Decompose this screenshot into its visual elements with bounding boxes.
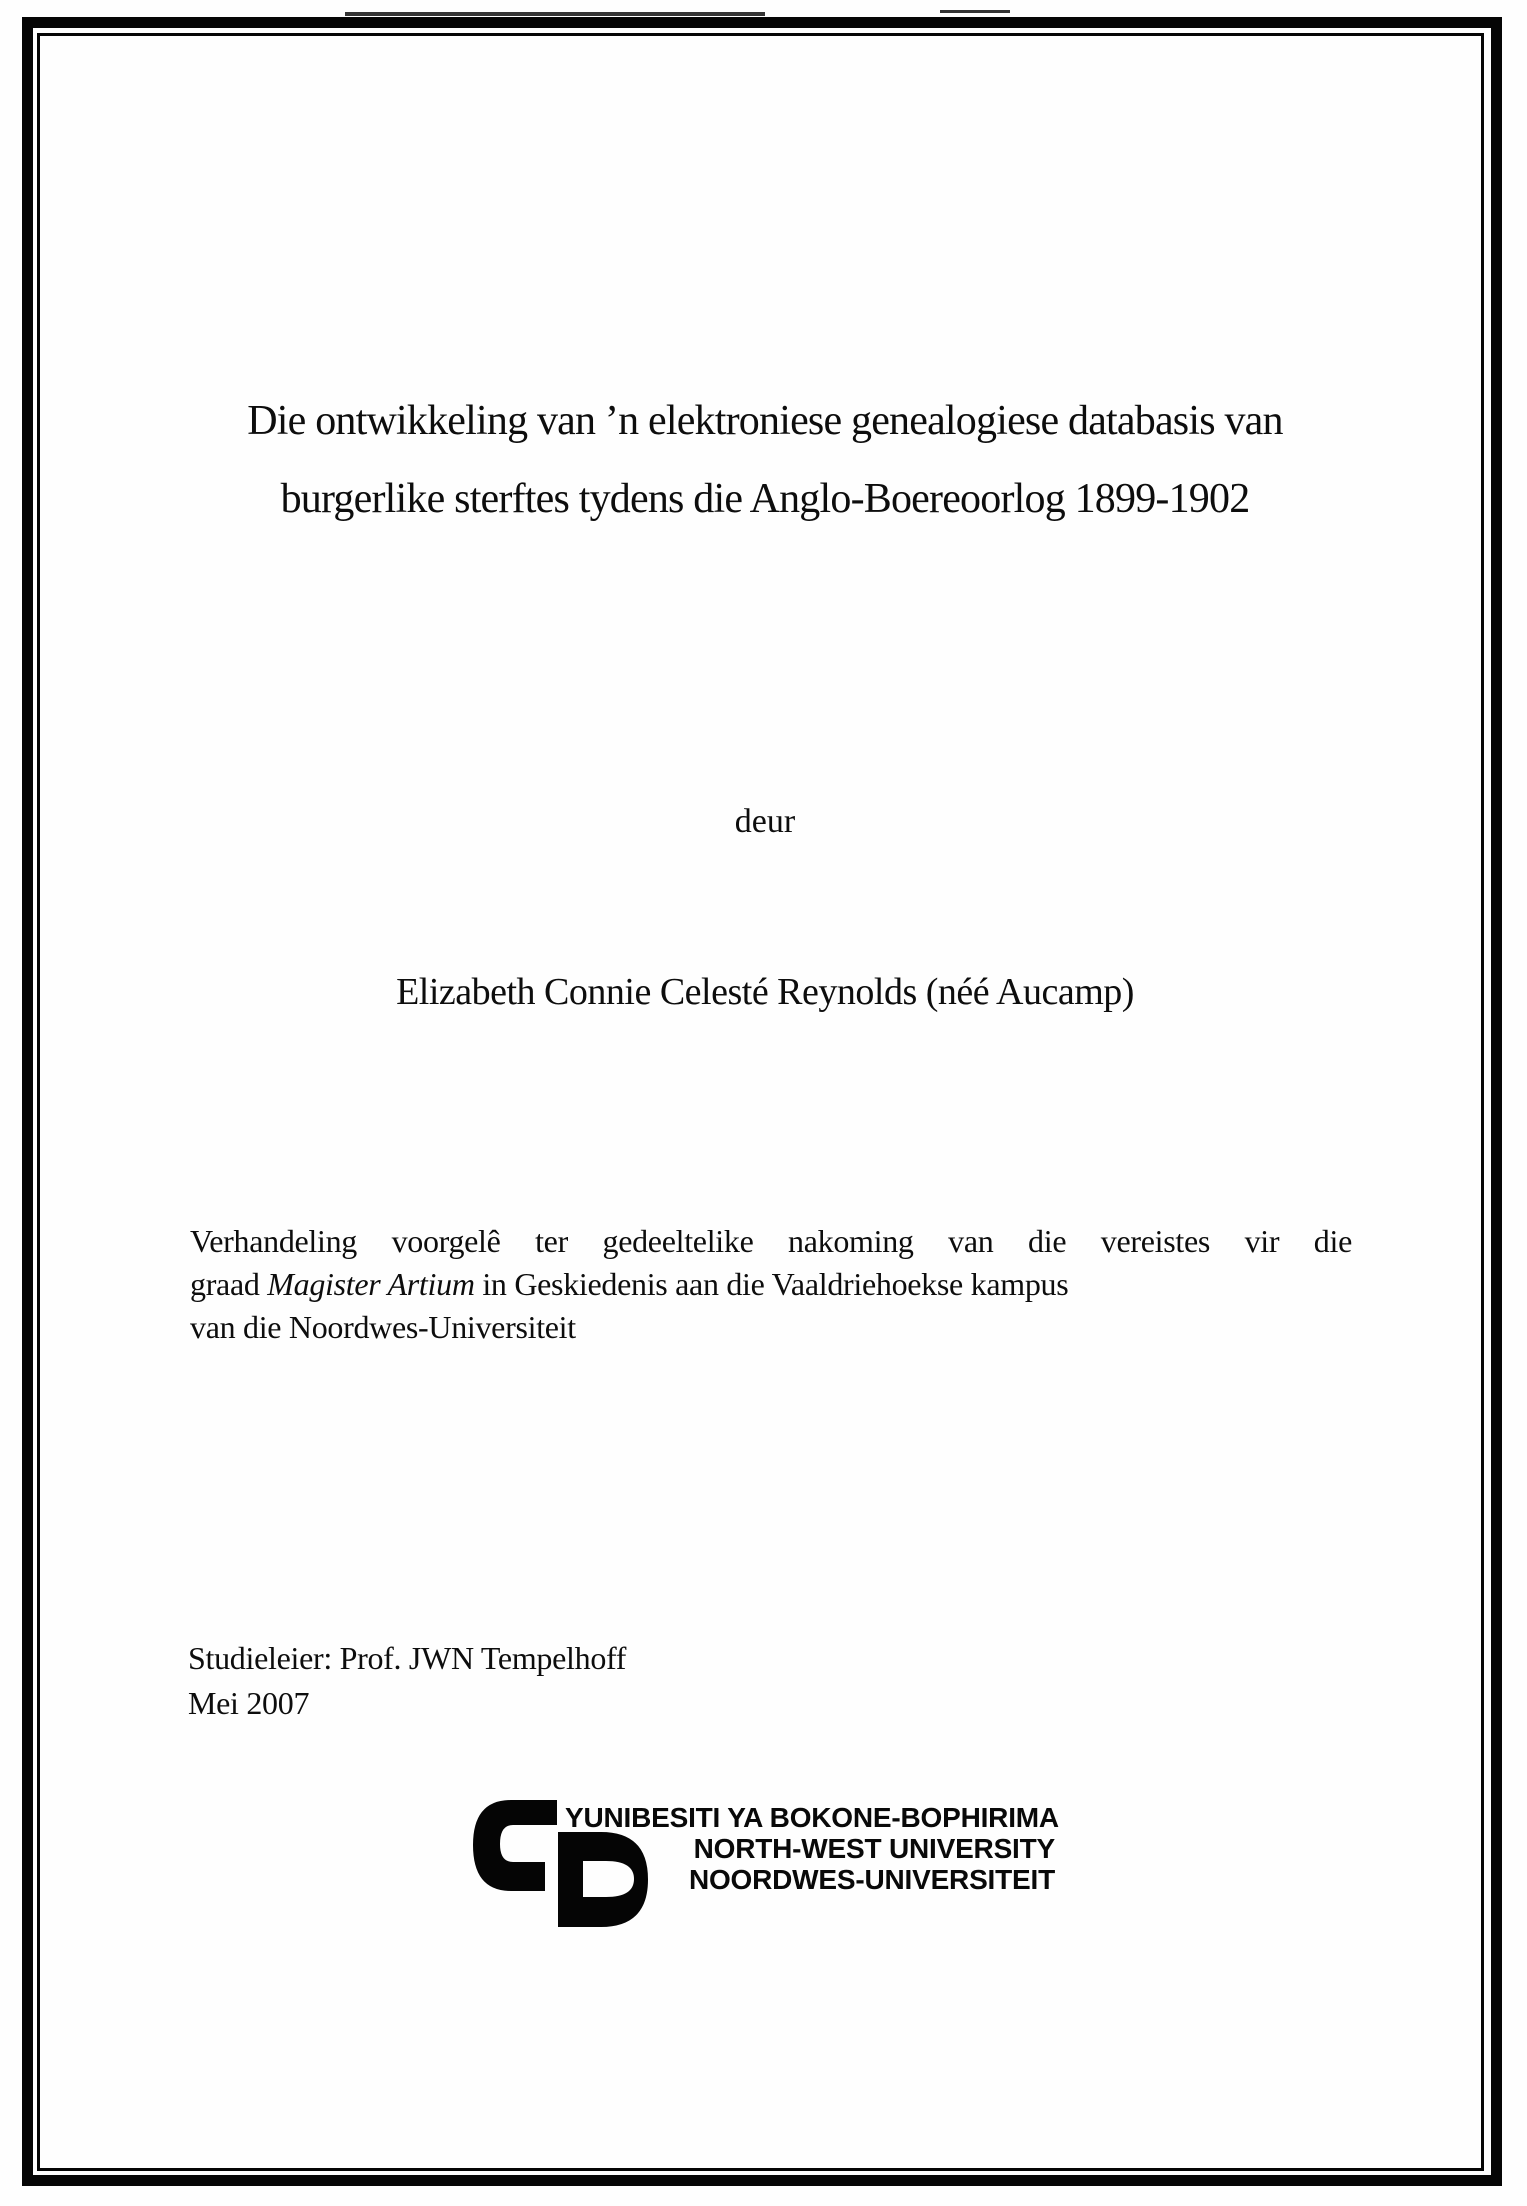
thesis-title-line1: Die ontwikkeling van ’n elektroniese genealogiese databasis van (247, 398, 1283, 444)
scan-artifact (940, 10, 1010, 13)
degree-name-italic: Magister Artium (267, 1266, 475, 1302)
degree-statement-line3: van die Noordwes-Universiteit (190, 1309, 576, 1345)
thesis-title (160, 382, 1370, 538)
university-name-english: NORTH-WEST UNIVERSITY (693, 1833, 1055, 1864)
university-name-block (565, 1802, 1059, 1895)
university-logo (471, 1796, 1071, 1941)
scan-artifact (345, 12, 765, 16)
university-name-afrikaans: NOORDWES-UNIVERSITEIT (688, 1864, 1055, 1895)
degree-statement (190, 1220, 1352, 1349)
degree-statement-line2-post: in Geskiedenis aan die Vaaldriehoekse kampus (474, 1266, 1069, 1302)
supervisor-line: Studieleier: Prof. JWN Tempelhoff (188, 1640, 627, 1676)
supervisor-block (188, 1636, 1088, 1726)
byline: deur (734, 803, 796, 840)
degree-statement-line1: Verhandeling voorgelê ter gedeeltelike nakoming van die vereistes vir die (190, 1223, 1352, 1259)
degree-statement-line2 (190, 1263, 1352, 1306)
degree-statement-line2-pre: graad (190, 1266, 268, 1302)
author-name: Elizabeth Connie Celesté Reynolds (néé Aucamp) (396, 971, 1134, 1013)
university-name-setswana: YUNIBESITI YA BOKONE-BOPHIRIMA (565, 1802, 1059, 1833)
date-line: Mei 2007 (188, 1685, 310, 1721)
thesis-title-line2: burgerlike sterftes tydens die Anglo-Boereoorlog 1899-1902 (280, 476, 1250, 522)
